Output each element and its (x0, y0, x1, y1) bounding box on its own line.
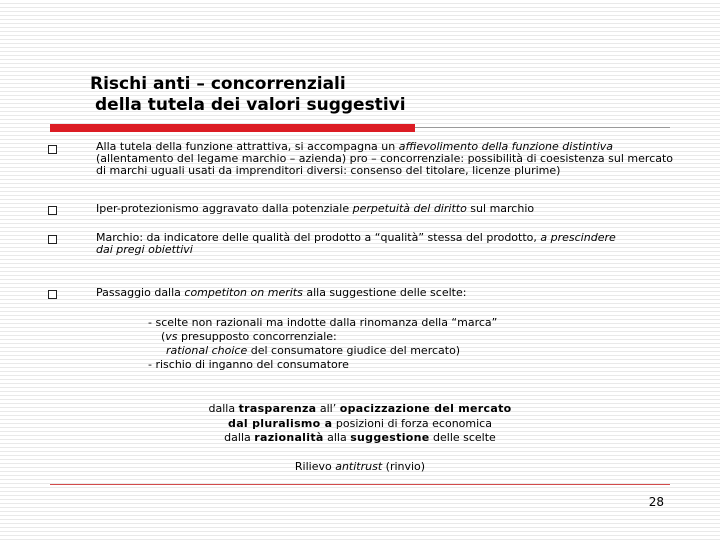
contrast-1-d: opacizzazione del mercato (339, 402, 512, 415)
bullet-text-2 (96, 203, 676, 215)
contrast-1-c: all’ (316, 402, 340, 415)
bullet-3-emphasis-b: dai pregi obiettivi (96, 243, 193, 256)
contrast-2-a: dal pluralismo a (228, 417, 333, 430)
bullet-4-text-a: Passaggio dalla (96, 286, 185, 299)
sublist-line-4: - rischio di inganno del consumatore (148, 358, 349, 371)
sublist-line-2 (161, 330, 337, 344)
contrast-3-c: alla (323, 431, 351, 444)
page-number: 28 (648, 495, 664, 509)
contrast-3-d: suggestione (350, 431, 430, 444)
bullet-1-text-a: Alla tutela della funzione attrattiva, si accompagna un (96, 140, 399, 153)
bullet-1-emphasis: affievolimento della funzione distintiva (398, 140, 614, 153)
bullet-2-text-a: Iper-protezionismo aggravato dalla potenziale (96, 202, 353, 215)
bullet-2-emphasis: perpetuità del diritto (352, 202, 467, 215)
bullet-icon (48, 145, 57, 154)
contrast-line-3 (120, 430, 600, 445)
bullet-4-text-b: alla suggestione delle scelte: (302, 286, 467, 299)
bullet-text-4 (96, 287, 676, 299)
bullet-text-3 (96, 232, 676, 256)
bullet-1-text-b: (allentamento del legame marchio – azienda) pro – concorrenziale: possibilità di coesistenza sul mercato di marchi uguali usati da imprenditori diversi: consenso del titolare, licenze plurime) (96, 152, 674, 177)
bullet-text-1 (96, 141, 676, 177)
rilievo-a: Rilievo (294, 460, 336, 473)
sublist-line-3-emphasis: rational choice (166, 344, 248, 357)
contrast-1-b: trasparenza (238, 402, 317, 415)
contrast-2-b: posizioni di forza economica (332, 417, 492, 430)
title-line-2: della tutela dei valori suggestivi (95, 95, 406, 115)
sublist-line-2-a: ( (161, 330, 166, 343)
sublist-line-1: - scelte non razionali ma indotte dalla rinomanza della “marca” (148, 316, 498, 329)
contrast-3-a: dalla (224, 431, 255, 444)
slide-title (90, 74, 406, 116)
rilievo-emphasis: antitrust (335, 460, 383, 473)
contrast-line-1 (120, 401, 600, 416)
contrast-1-a: dalla (208, 402, 239, 415)
contrast-line-2 (120, 416, 600, 431)
bullet-3-text-a: Marchio: da indicatore delle qualità del prodotto a “qualità” stessa del prodotto, (96, 231, 541, 244)
bullet-3-emphasis-a: a prescindere (540, 231, 616, 244)
bullet-icon (48, 235, 57, 244)
bullet-icon (48, 206, 57, 215)
sublist-line-3 (166, 344, 460, 358)
footer-divider (50, 484, 670, 485)
rilievo-b: (rinvio) (382, 460, 426, 473)
bullet-4-emphasis: competiton on merits (184, 286, 303, 299)
bullet-2-text-b: sul marchio (466, 202, 535, 215)
title-line-1: Rischi anti – concorrenziali (90, 74, 346, 94)
title-divider-line (415, 127, 670, 128)
contrast-3-b: razionalità (254, 431, 324, 444)
title-underline-bar (50, 124, 415, 132)
bullet-icon (48, 290, 57, 299)
rilievo-antitrust-note (120, 459, 600, 474)
sublist-line-3-b: del consumatore giudice del mercato) (247, 344, 461, 357)
sublist-line-2-emphasis: vs (165, 330, 178, 343)
contrast-3-e: delle scelte (429, 431, 496, 444)
sublist-line-2-b: presupposto concorrenziale: (177, 330, 337, 343)
